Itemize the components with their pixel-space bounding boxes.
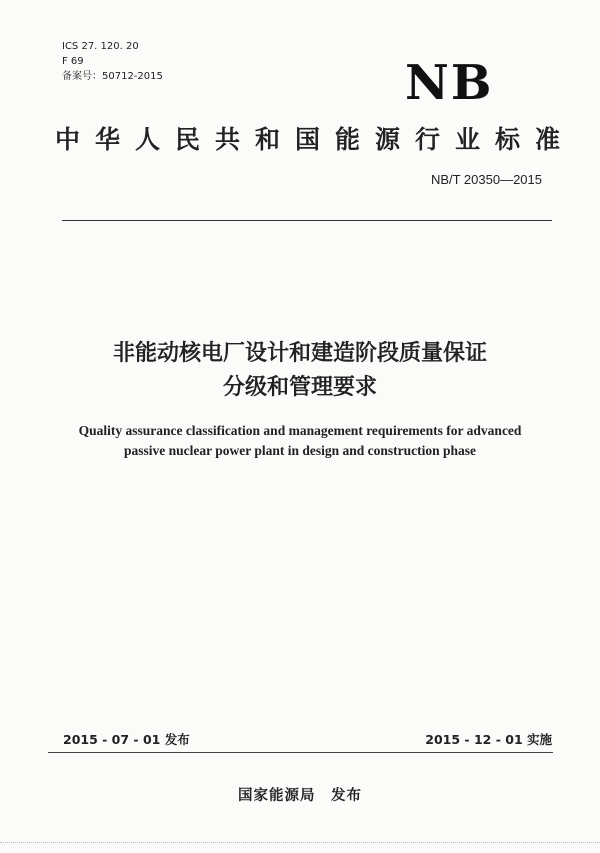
standard-number: NB/T 20350—2015 — [430, 172, 542, 187]
implementation-date: 2015 - 12 - 01 实施 — [425, 732, 552, 747]
nb-logo: NB — [405, 55, 494, 111]
footer-divider — [48, 752, 553, 753]
scan-edge-artifact — [0, 842, 600, 843]
classification-code: F 69 — [62, 56, 84, 67]
issue-date: 2015 - 07 - 01 发布 — [63, 732, 190, 747]
title-english-line-2: passive nuclear power plant in design and construction phase — [123, 443, 477, 458]
title-chinese-line-2: 分级和管理要求 — [222, 375, 377, 400]
title-chinese-line-1: 非能动核电厂设计和建造阶段质量保证 — [112, 341, 487, 366]
title-english-line-1: Quality assurance classification and management requirements for advanced — [78, 423, 522, 438]
ics-code: ICS 27. 120. 20 — [62, 41, 139, 52]
issuing-authority: 国家能源局 发布 — [238, 788, 362, 804]
header-divider — [62, 220, 552, 221]
standard-type-title: 中华人民共和国能源行业标准 — [55, 125, 576, 154]
record-number: 备案号：50712-2015 — [62, 71, 163, 82]
